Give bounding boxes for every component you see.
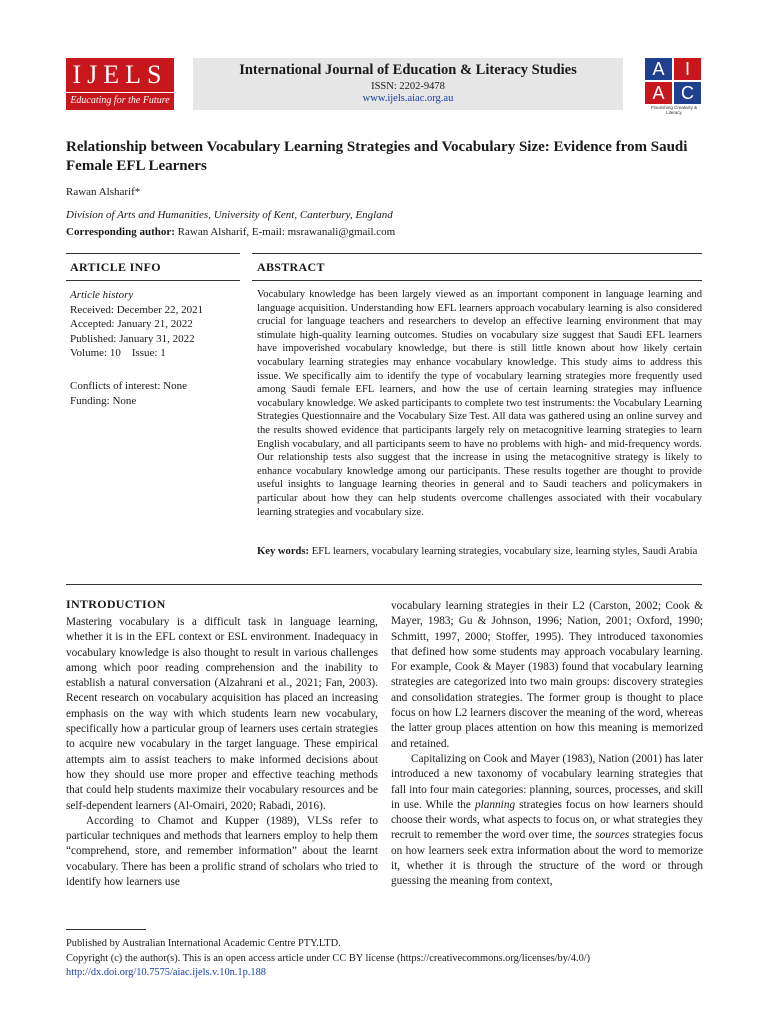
corresponding-text: Rawan Alsharif, E-mail: msrawanali@gmail.com [177,226,396,238]
intro-paragraph-4 [391,752,703,890]
abstract-heading: ABSTRACT [257,260,325,274]
received-date: Received: December 22, 2021 [70,303,204,316]
journal-title: International Journal of Education & Literacy Studies [239,62,577,78]
article-info-top-rule [66,253,240,254]
article-history-label: Article history [70,289,134,301]
author-affiliation: Division of Arts and Humanities, University of Kent, Canterbury, England [66,209,393,221]
intro-paragraph-2: According to Chamot and Kupper (1989), VLSs refer to particular techniques and methods that learners employ to help them “comprehend, store, and remember information” about the learnt vocabulary. There has been a prolific strand of scholars who tried to identify how learners use [66,814,378,889]
footer-publisher: Published by Australian International Academic Centre PTY.LTD. [66,938,341,949]
ijels-logo-letters: IJELS [72,60,168,89]
article-info-bottom-rule [66,280,240,281]
aiac-letter-a1: A [645,58,672,80]
footer-copyright: Copyright (c) the author(s). This is an open access article under CC BY license (https://creativecommons.org/licenses/by/4.0/) [66,952,591,964]
footer-rule [66,929,146,930]
aiac-letter-i: I [674,58,701,80]
volume-issue: Volume: 10 Issue: 1 [70,347,166,360]
abstract-top-rule [252,253,702,254]
body-column-right [391,599,703,890]
corresponding-label: Corresponding author: [66,226,175,238]
p4-italic-planning: planning [474,798,516,811]
journal-issn: ISSN: 2202-9478 [371,81,445,92]
aiac-letter-c: C [674,82,701,104]
abstract-text: Vocabulary knowledge has been largely viewed as an important component in language learning and language acquisition. Understanding how EFL learners approach vocabulary learning is also considered crucial for language teachers and researchers to develop an effective learning environment that may stimulate high-quality learning outcomes. Studies on vocabulary size suggest that Saudi EFL learners have impoverished vocabulary knowledge, but there is still little known about how likely certain vocabulary learning strategies may enhance vocabulary knowledge. This study aims to address this issue. We specifically aim to identify the type of vocabulary learning strategies more frequently used among Saudi female EFL learners, and how the use of certain learning strategies may influence vocabulary knowledge. We asked participants to complete two test instruments: the Vocabulary Learning Strategies Questionnaire and the Vocabulary Size Test. All data was gathered using an online survey and the results showed evidence that participants largely rely on metacognitive learning strategies to learn English vocabulary, and all participants seem to have no problems with high- and mid-frequency words. Our relationship tests also suggest that the increase in using the metacognitive strategy is likely to enhance vocabulary knowledge among our participants. These results together are thought to provide useful insights to language learning theories in general and to Saudi teachers and policymakers in particular about how they can help students overcome challenges associated with their vocabulary learning strategies and vocabulary size. [257,289,702,518]
aiac-logo [645,58,703,114]
body-column-left [66,615,378,890]
accepted-date: Accepted: January 21, 2022 [70,318,193,331]
funding: Funding: None [70,394,137,407]
paper-title: Relationship between Vocabulary Learning Strategies and Vocabulary Size: Evidence from Saudi Female EFL Learners [66,139,688,174]
p4-text-a: Capitalizing on Cook and Mayer (1983), Nation (2001) has later introduced a new taxonomy of vocabulary learning strategies that fall into four main categories: planning, sources, processes, and skill in use. While the [391,752,703,811]
p4-text-e: strategies focus on how learners seek extra information about the word to memorize it, whether it is through the structure of the word or through guessing the meaning from context, [391,829,703,888]
p4-italic-sources: sources [595,829,630,842]
article-info [70,288,240,408]
footer-doi-link[interactable]: http://dx.doi.org/10.7575/aiac.ijels.v.10n.1p.188 [66,967,267,979]
aiac-tagline: Flourishing Creativity & Literacy [650,105,698,115]
abstract-end-rule [66,584,702,585]
corresponding-author [66,226,395,238]
ijels-logo-tagline: Educating for the Future [66,92,174,106]
journal-url[interactable]: www.ijels.aiac.org.au [362,93,454,104]
intro-paragraph-1: Mastering vocabulary is a difficult task in language learning, whether it is in the EFL context or ESL environment. Inadequacy in vocabulary knowledge is also thought to result in various challenges among which poor reading comprehension and the inability to establish a natural conversation (Alzahrani et al., 2021; Fan, 2003). Recent research on vocabulary acquisition has placed an increasing emphasis on the way with which students learn new vocabulary, specifically how a particular group of learners uses certain strategies to acquire new vocabulary in the target language. These empirical attempts aim to assist teachers to make informed decisions about how they should use more proper and effective teaching methods that could help students maximize their vocabulary resources and be self-dependent learners (Al-Omairi, 2020; Rabadi, 2016). [66,616,378,812]
aiac-letter-a2: A [645,82,672,104]
published-date: Published: January 31, 2022 [70,332,195,345]
introduction-heading: INTRODUCTION [66,597,166,611]
footer [66,937,706,981]
author-name: Rawan Alsharif* [66,186,141,198]
keywords-label: Key words: [257,546,310,557]
journal-header [193,58,623,110]
keywords-text: EFL learners, vocabulary learning strategies, vocabulary size, learning styles, Saudi Arabia [311,546,698,557]
conflicts-of-interest: Conflicts of interest: None [70,379,188,392]
article-info-heading: ARTICLE INFO [70,260,161,274]
ijels-logo [66,58,174,110]
keywords [257,545,702,559]
abstract-bottom-rule [252,280,702,281]
p4-text-c: strategies focus on how learners should choose their words, what aspects to focus on, or what strategies they recruit to remember the word over time, the [391,798,703,842]
intro-paragraph-3: vocabulary learning strategies in their L2 (Carston, 2002; Cook & Mayer, 1983; Gu & Johnson, 1996; Nation, 2001; Oxford, 1990; Schmitt, 1997, 2000; Stoffer, 1995). They introduced taxonomies that defined how some students may approach vocabulary learning. For example, Cook & Mayer (1983) found that vocabulary learning strategies are categorized into two main groups: discovery strategies and consolidation strategies. The former group is thought to place focus on how L2 learners discover the meaning of the word, whereas the latter group places attention on how this meaning is memorized and retained. [391,600,703,750]
